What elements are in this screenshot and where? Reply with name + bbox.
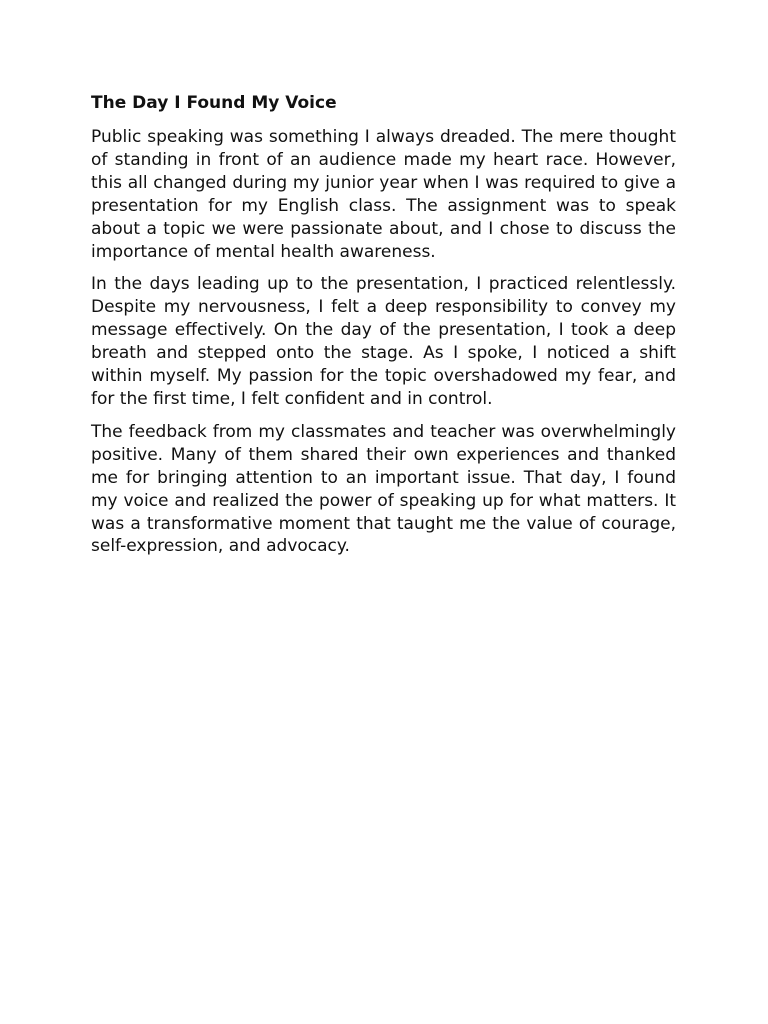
paragraph-3: The feedback from my classmates and teacher was overwhelmingly positive. Many of them shared their own experiences and thanked me for bringing attention to an important issue. That day, I found my voice and realized the power of speaking up for what matters. It was a transformative moment that taught me the value of courage, self-expression, and advocacy.	[91, 421, 676, 557]
paragraph-2: In the days leading up to the presentation, I practiced relentlessly. Despite my nervousness, I felt a deep responsibility to convey my message effectively. On the day of the presentation, I took a deep breath and stepped onto the stage. As I spoke, I noticed a shift within myself. My passion for the topic overshadowed my fear, and for the first time, I felt confident and in control.	[91, 274, 676, 409]
document-title: The Day I Found My Voice	[91, 93, 337, 113]
paragraph-1: Public speaking was something I always dreaded. The mere thought of standing in front of an audience made my heart race. However, this all changed during my junior year when I was required to give a presentation for my English class. The assignment was to speak about a topic we were passionate about, and I chose to discuss the importance of mental health awareness.	[91, 127, 676, 262]
document-page	[91, 91, 676, 568]
